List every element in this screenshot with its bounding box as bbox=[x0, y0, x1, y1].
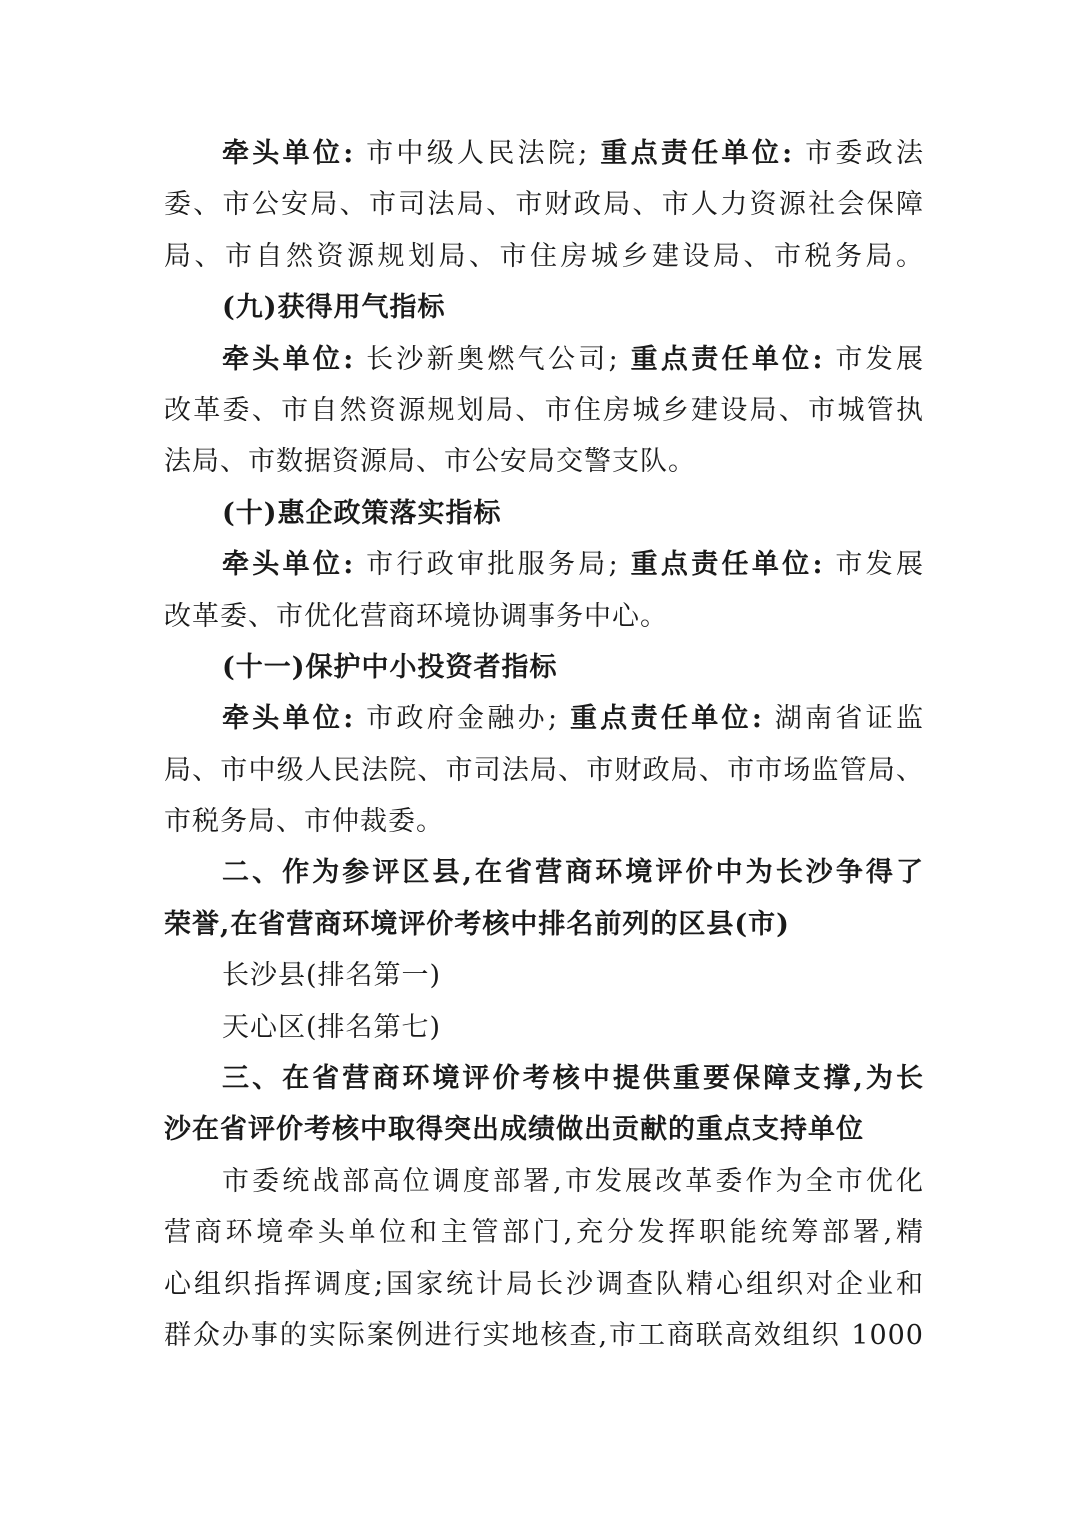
lead-value: 长沙新奥燃气公司; bbox=[366, 343, 619, 375]
key-label: 重点责任单位: bbox=[630, 549, 824, 581]
key-value: 市委政法 bbox=[805, 138, 924, 169]
p9-line-3: 法局、市数据资源局、市公安局交警支队。 bbox=[164, 446, 696, 478]
p11-line-2: 局、市中级人民法院、市司法局、市财政局、市市场监管局、 bbox=[164, 754, 924, 786]
rank-item-2: 天心区(排名第七) bbox=[222, 1011, 442, 1043]
lead-value: 市行政审批服务局; bbox=[366, 549, 619, 581]
last-para-line-3: 心组织指挥调度;国家统计局长沙调查队精心组织对企业和 bbox=[164, 1268, 924, 1300]
p1-line-2: 委、市公安局、市司法局、市财政局、市人力资源社会保障 bbox=[164, 189, 924, 221]
p1-line-1 bbox=[164, 128, 924, 179]
last-para-line-4: 群众办事的实际案例进行实地核查,市工商联高效组织 1000 bbox=[164, 1319, 924, 1351]
key-value: 湖南省证监 bbox=[774, 703, 924, 735]
key-label: 重点责任单位: bbox=[630, 343, 824, 375]
section-3-line-1: 三、在省营商环境评价考核中提供重要保障支撑,为长 bbox=[222, 1063, 924, 1095]
p11-line-1 bbox=[164, 693, 924, 744]
key-value: 市发展 bbox=[835, 549, 924, 581]
p1-line-3: 局、市自然资源规划局、市住房城乡建设局、市税务局。 bbox=[164, 240, 924, 272]
section-2-line-2: 荣誉,在省营商环境评价考核中排名前列的区县(市) bbox=[164, 908, 790, 940]
p9-line-2: 改革委、市自然资源规划局、市住房城乡建设局、市城管执 bbox=[164, 394, 924, 426]
section-3-line-2: 沙在省评价考核中取得突出成绩做出贡献的重点支持单位 bbox=[164, 1114, 864, 1146]
last-para-line-2: 营商环境牵头单位和主管部门,充分发挥职能统筹部署,精 bbox=[164, 1217, 924, 1249]
lead-label: 牵头单位: bbox=[222, 549, 355, 581]
lead-label: 牵头单位: bbox=[222, 138, 355, 169]
p10-line-1 bbox=[164, 539, 924, 590]
p10-line-2: 改革委、市优化营商环境协调事务中心。 bbox=[164, 600, 668, 632]
lead-label: 牵头单位: bbox=[222, 343, 355, 375]
heading-10: (十)惠企政策落实指标 bbox=[222, 497, 502, 529]
heading-11: (十一)保护中小投资者指标 bbox=[222, 651, 558, 683]
lead-value: 市政府金融办; bbox=[366, 703, 559, 735]
key-value: 市发展 bbox=[835, 343, 924, 375]
lead-label: 牵头单位: bbox=[222, 703, 355, 735]
key-label: 重点责任单位: bbox=[570, 703, 763, 735]
p9-line-1 bbox=[164, 334, 924, 385]
key-label: 重点责任单位: bbox=[600, 138, 794, 169]
last-para-line-1: 市委统战部高位调度部署,市发展改革委作为全市优化 bbox=[222, 1165, 924, 1197]
lead-value: 市中级人民法院; bbox=[366, 138, 589, 169]
p11-line-3: 市税务局、市仲裁委。 bbox=[164, 806, 444, 838]
section-2-line-1: 二、作为参评区县,在省营商环境评价中为长沙争得了 bbox=[222, 857, 924, 889]
rank-item-1: 长沙县(排名第一) bbox=[222, 960, 442, 992]
heading-9: (九)获得用气指标 bbox=[222, 292, 446, 324]
document-body bbox=[164, 128, 924, 1361]
